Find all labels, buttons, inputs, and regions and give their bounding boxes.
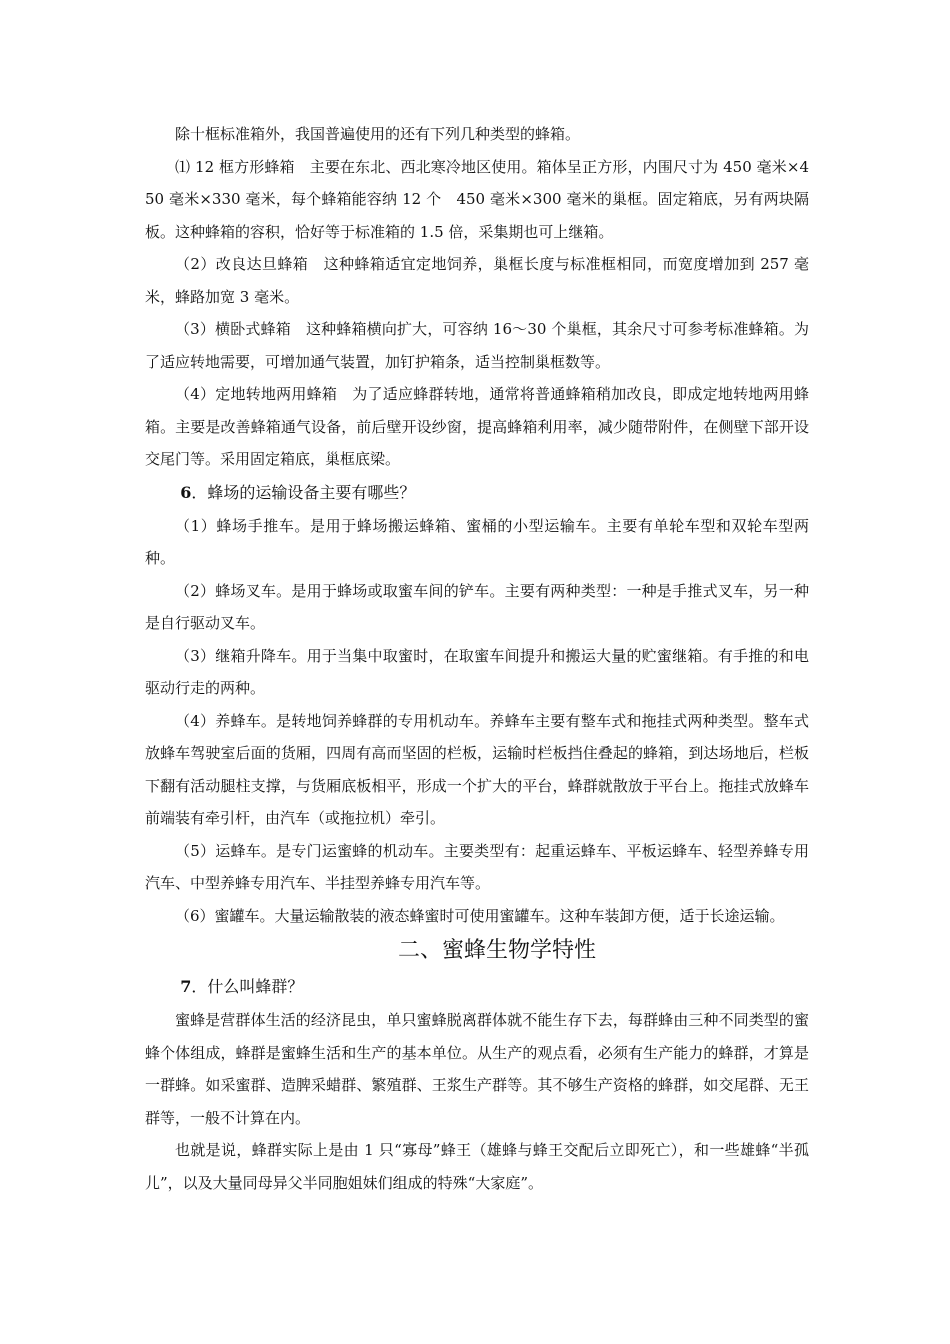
- answer-paragraph: （2）蜂场叉车。是用于蜂场或取蜜车间的铲车。主要有两种类型：一种是手推式叉车，另一种是自行驱动叉车。: [145, 581, 809, 632]
- question-text: ．什么叫蜂群？: [191, 977, 304, 996]
- hive-type-paragraph: （3）横卧式蜂箱 这种蜂箱横向扩大，可容纳 16～30 个巢框，其余尺寸可参考标准蜂箱。为了适应转地需要，可增加通气装置，加钉护箱条，适当控制巢框数等。: [145, 320, 809, 371]
- intro-paragraph: 除十框标准箱外，我国普遍使用的还有下列几种类型的蜂箱。: [175, 125, 581, 143]
- answer-paragraph: 蜜蜂是营群体生活的经济昆虫，单只蜜蜂脱离群体就不能生存下去，每群蜂由三种不同类型的蜜蜂个体组成，蜂群是蜜蜂生活和生产的基本单位。从生产的观点看，必须有生产能力的蜂群，才算是一群蜂。如采蜜群、造脾采蜡群、繁殖群、王浆生产群等。其不够生产资格的蜂群，如交尾群、无王群等，一般不计算在内。: [145, 1011, 809, 1127]
- answer-paragraph: （5）运蜂车。是专门运蜜蜂的机动车。主要类型有：起重运蜂车、平板运蜂车、轻型养蜂专用汽车、中型养蜂专用汽车、半挂型养蜂专用汽车等。: [145, 841, 809, 892]
- answer-paragraph: （4）养蜂车。是转地饲养蜂群的专用机动车。养蜂车主要有整车式和拖挂式两种类型。整车式放蜂车驾驶室后面的货厢，四周有高而坚固的栏板，运输时栏板挡住叠起的蜂箱，到达场地后，栏板下翻有活动腿柱支撑，与货厢底板相平，形成一个扩大的平台，蜂群就散放于平台上。拖挂式放蜂车前端装有牵引杆，由汽车（或拖拉机）牵引。: [145, 711, 809, 827]
- answer-paragraph: （1）蜂场手推车。是用于蜂场搬运蜂箱、蜜桶的小型运输车。主要有单轮车型和双轮车型两种。: [145, 516, 809, 567]
- question-6-heading: [145, 476, 809, 510]
- hive-type-paragraph: （2）改良达旦蜂箱 这种蜂箱适宜定地饲养，巢框长度与标准框相同，而宽度增加到 257 毫米，蜂路加宽 3 毫米。: [145, 255, 809, 306]
- question-text: ．蜂场的运输设备主要有哪些？: [191, 482, 416, 502]
- answer-paragraph: （3）继箱升降车。用于当集中取蜜时，在取蜜车间提升和搬运大量的贮蜜继箱。有手推的和电驱动行走的两种。: [145, 646, 809, 697]
- answer-paragraph: 也就是说，蜂群实际上是由 1 只“寡母”蜂王（雄蜂与蜂王交配后立即死亡），和一些雄蜂“半孤儿”，以及大量同母异父半同胞姐妹们组成的特殊“大家庭”。: [145, 1141, 809, 1192]
- hive-type-paragraph: ⑴ 12 框方形蜂箱 主要在东北、西北寒冷地区使用。箱体呈正方形，内围尺寸为 450 毫米×450 毫米×330 毫米，每个蜂箱能容纳 12 个 450 毫米×300 毫米的巢框。固定箱底，另有两块隔板。这种蜂箱的容积，恰好等于标准箱的 1.5 倍，采集期也可上继箱。: [145, 157, 809, 241]
- hive-type-paragraph: （4）定地转地两用蜂箱 为了适应蜂群转地，通常将普通蜂箱稍加改良，即成定地转地两用蜂箱。主要是改善蜂箱通气设备，前后壁开设纱窗，提高蜂箱利用率，减少随带附件，在侧壁下部开设交尾门等。采用固定箱底，巢框底梁。: [145, 385, 809, 468]
- question-7-heading: [145, 970, 809, 1004]
- question-number: 6: [180, 482, 192, 502]
- chapter-title: 二、蜜蜂生物学特性: [397, 938, 596, 963]
- answer-paragraph: （6）蜜罐车。大量运输散装的液态蜂蜜时可使用蜜罐车。这种车装卸方便，适于长途运输。: [175, 906, 785, 925]
- page-content: [145, 118, 809, 1199]
- question-number: 7: [180, 977, 192, 996]
